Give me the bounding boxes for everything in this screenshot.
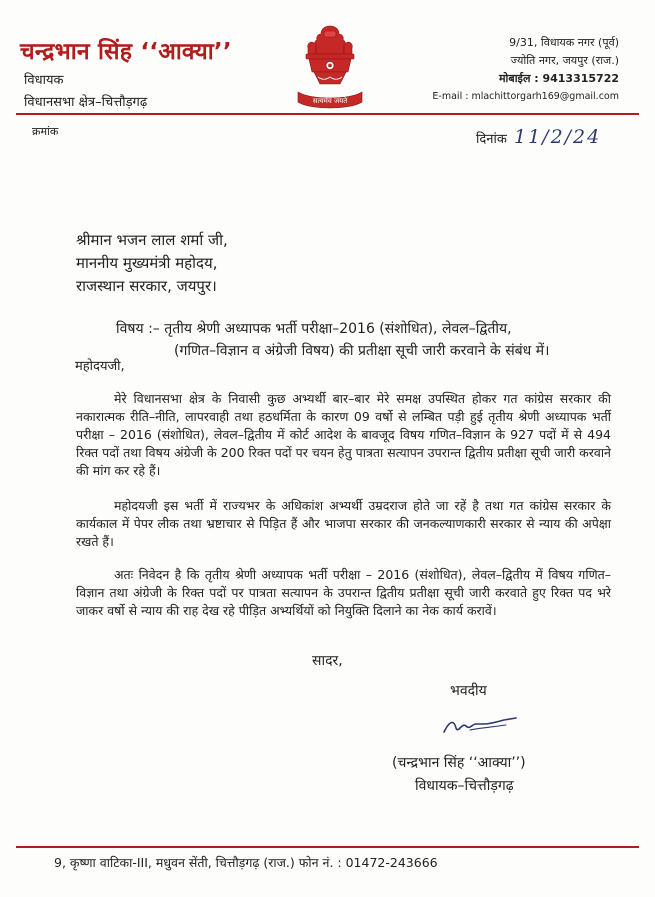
- signatory-designation: विधायक–चित्तौड़गढ़: [415, 778, 514, 794]
- salutation: महोदयजी,: [75, 359, 125, 374]
- body-paragraph-3: अतः निवेदन है कि तृतीय श्रेणी अध्यापक भर्ती परीक्षा – 2016 (संशोधित), लेवल–द्वितीय में विषय गणित–विज्ञान तथा अंग्रेजी के रिक्त पदों पर पात्रता सत्यापन के उपरान्त द्वितीय प्रतीक्षा सूची जारी करवाते हुए रिक्त पद भरे जाकर वर्षो से न्याय की राह देख रहे पीड़ित अभ्यर्थियों को नियुक्ति दिलाने का नेक कार्य करावें।: [76, 567, 611, 618]
- letterhead-name: चन्द्रभान सिंह ‘‘आक्या’’: [20, 39, 232, 65]
- handwritten-signature: [440, 712, 520, 738]
- footer-divider: [16, 846, 639, 848]
- body-paragraph-2: महोदयजी इस भर्ती में राज्यभर के अधिकांश अभ्यर्थी उम्रदराज होते जा रहें है तथा गत कांग्रेस सरकार के कार्यकाल में पेपर लीक तथा भ्रष्टाचार से पिड़ित हैं और भाजपा सरकार की जनकल्याणकारी सरकार से न्याय की अपेक्षा रखते हैं।: [76, 498, 611, 549]
- addressee-block: [76, 229, 228, 298]
- addressee-line-3: राजस्थान सरकार, जयपुर।: [76, 277, 217, 295]
- letterhead-address: [432, 34, 619, 106]
- subject-block: [116, 318, 549, 362]
- address-line-2: ज्योति नगर, जयपुर (राज.): [510, 54, 619, 67]
- letterhead-divider: [16, 113, 639, 115]
- date-handwritten: 11/2/24: [513, 126, 602, 148]
- date-label: दिनांक: [476, 132, 507, 147]
- letterhead-constituency: विधानसभा क्षेत्र–चित्तौड़गढ़: [24, 95, 148, 110]
- emblem-motto: सत्यमेव जयते: [312, 97, 348, 105]
- addressee-line-1: श्रीमान भजन लाल शर्मा जी,: [76, 231, 228, 249]
- subject-line-2: (गणित–विज्ञान व अंग्रेजी विषय) की प्रतीक्षा सूची जारी करवाने के संबंध में।: [174, 343, 550, 359]
- signatory-name: (चन्द्रभान सिंह ‘‘आक्या’’): [392, 755, 526, 771]
- reference-number-label: क्रमांक: [32, 125, 59, 138]
- body-paragraph-1: मेरे विधानसभा क्षेत्र के निवासी कुछ अभ्यर्थी बार–बार मेरे समक्ष उपस्थित होकर गत कांग्रेस सरकार की नकारात्मक रीति–नीति, लापरवाही तथा हठधर्मिता के कारण 09 वर्षो से लम्बित पड़ी हुई तृतीय श्रेणी अध्यापक भर्ती परीक्षा – 2016 (संशोधित), लेवल–द्वितीय में कोर्ट आदेश के बावजूद विषय गणित–विज्ञान के 927 पदों में से 494 रिक्त पदों तथा विषय अंग्रेजी के 200 रिक्त पदों पर चयन हेतु पात्रता सत्यापन उपरान्त द्वितीय प्रतीक्षा सूची जारी करवाने की मांग कर रहे हैं।: [76, 391, 611, 478]
- footer-address: 9, कृष्णा वाटिका-III, मधुवन सेंती, चित्तौड़गढ़ (राज.) फोन नं. : 01472-243666: [54, 855, 438, 870]
- address-line-1: 9/31, विधायक नगर (पूर्व): [509, 36, 619, 49]
- closing-bhavdiya: भवदीय: [450, 683, 487, 699]
- letterhead-title: विधायक: [24, 73, 64, 88]
- subject-line-1: विषय :– तृतीय श्रेणी अध्यापक भर्ती परीक्षा–2016 (संशोधित), लेवल–द्वितीय,: [116, 321, 512, 337]
- state-emblem-icon: [290, 22, 370, 114]
- email-address: E-mail : mlachittorgarh169@gmail.com: [432, 91, 619, 102]
- closing-saadar: सादर,: [312, 653, 343, 669]
- mobile-number: मोबाईल : 9413315722: [498, 72, 619, 85]
- date-field: [476, 126, 601, 148]
- addressee-line-2: माननीय मुख्यमंत्री महोदय,: [76, 254, 218, 272]
